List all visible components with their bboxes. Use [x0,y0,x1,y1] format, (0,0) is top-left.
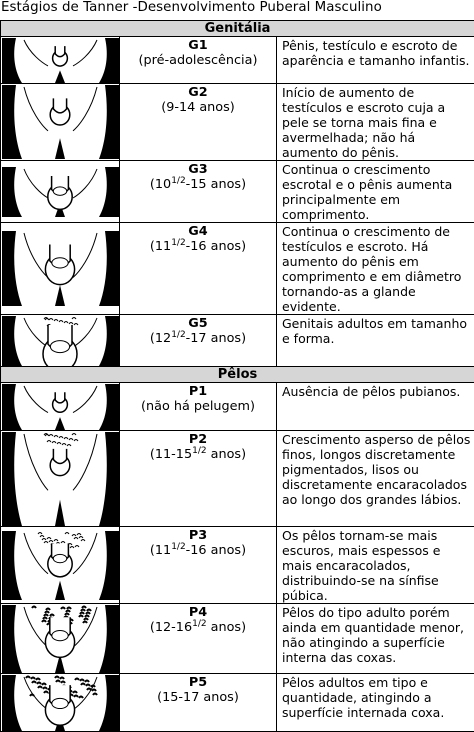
stage-label [120,383,277,431]
stage-age: (pré-adolescência) [139,53,258,68]
stage-row [1,84,474,161]
stage-row [1,315,474,367]
section-heading: Pêlos [1,367,474,383]
stage-description: Início de aumento de testículos e escroto cuja a pele se torna mais fina e avermelhada; não há aumento do pênis. [277,84,474,161]
stage-label [120,431,277,527]
stage-age: ($11^{1/2}-16$ anos) [150,239,246,254]
stage-row [1,37,474,84]
stage-age: ($12-16^{1/2}$ anos) [150,620,246,635]
stage-age: ($11-15^{1/2}$ anos) [150,447,246,462]
pubic-hair-stage-1-icon [1,384,119,430]
stage-label [120,37,277,84]
stage-illustration [1,37,120,84]
stage-code: P2 [120,432,276,447]
stage-description: Genitais adultos em tamanho e forma. [277,315,474,367]
pubic-hair-stage-5-icon [1,675,119,731]
pubic-hair-stage-2-icon [1,432,119,526]
stage-illustration [1,223,120,315]
genitalia-stage-4-icon [1,231,119,306]
genitalia-stage-3-icon [1,167,119,217]
stage-illustration [1,527,120,604]
stage-code: G3 [120,162,276,177]
stage-code: G5 [120,316,276,331]
stage-label [120,604,277,674]
stage-description: Continua o crescimento de testículos e escroto. Há aumento do pênis em comprimento e em diâmetro tornando-as a glande evidente. [277,223,474,315]
stage-code: P4 [120,605,276,620]
stage-row [1,674,474,732]
stage-row [1,604,474,674]
genitalia-stage-5-icon [1,316,119,366]
stage-row [1,223,474,315]
stage-code: P3 [120,528,276,543]
stage-label [120,161,277,223]
stage-description: Crescimento asperso de pêlos finos, longos discretamente pigmentados, lisos ou discretamente encaracolados ao longo dos grandes lábios. [277,431,474,527]
page-title: Estágios de Tanner -Desenvolvimento Puberal Masculino [1,0,382,15]
stage-description: Pêlos do tipo adulto porém ainda em quantidade menor, não atingindo a superfície interna das coxas. [277,604,474,674]
stage-age: ($12^{1/2}-17$ anos) [150,331,246,346]
genitalia-stage-2-icon [1,85,119,159]
stage-row [1,383,474,431]
stage-code: P1 [120,384,276,399]
stage-label [120,84,277,161]
stage-row [1,161,474,223]
stage-description: Pênis, testículo e escroto de aparência e tamanho infantis. [277,37,474,84]
stage-age: ($11^{1/2}-16$ anos) [150,543,246,558]
stage-code: G1 [120,38,276,53]
stage-age: (15-17 anos) [157,690,239,705]
stage-description: Os pêlos tornam-se mais escuros, mais espessos e mais encaracolados, distribuindo-se na sínfise púbica. [277,527,474,604]
stage-illustration [1,383,120,431]
stage-description: Ausência de pêlos pubianos. [277,383,474,431]
stage-illustration [1,604,120,674]
genitalia-stage-1-icon [1,38,119,83]
stage-row [1,431,474,527]
stage-label [120,527,277,604]
stage-illustration [1,674,120,732]
stage-label [120,223,277,315]
stage-age: ($10^{1/2}-15$ anos) [150,177,246,192]
stage-illustration [1,161,120,223]
stage-illustration [1,431,120,527]
stage-label [120,674,277,732]
stage-code: P5 [120,675,276,690]
stage-age: (9-14 anos) [161,100,235,115]
stage-illustration [1,84,120,161]
stage-age: (não há pelugem) [141,399,255,414]
stage-code: G4 [120,224,276,239]
tanner-stages-table [0,20,474,732]
stage-row [1,527,474,604]
stage-label [120,315,277,367]
pubic-hair-stage-3-icon [1,531,119,600]
stage-description: Continua o crescimento escrotal e o pênis aumenta principalmente em comprimento. [277,161,474,223]
section-heading: Genitália [1,21,474,37]
stage-code: G2 [120,85,276,100]
stage-description: Pêlos adultos em tipo e quantidade, atingindo a superfície internada coxa. [277,674,474,732]
pubic-hair-stage-4-icon [1,605,119,673]
stage-illustration [1,315,120,367]
